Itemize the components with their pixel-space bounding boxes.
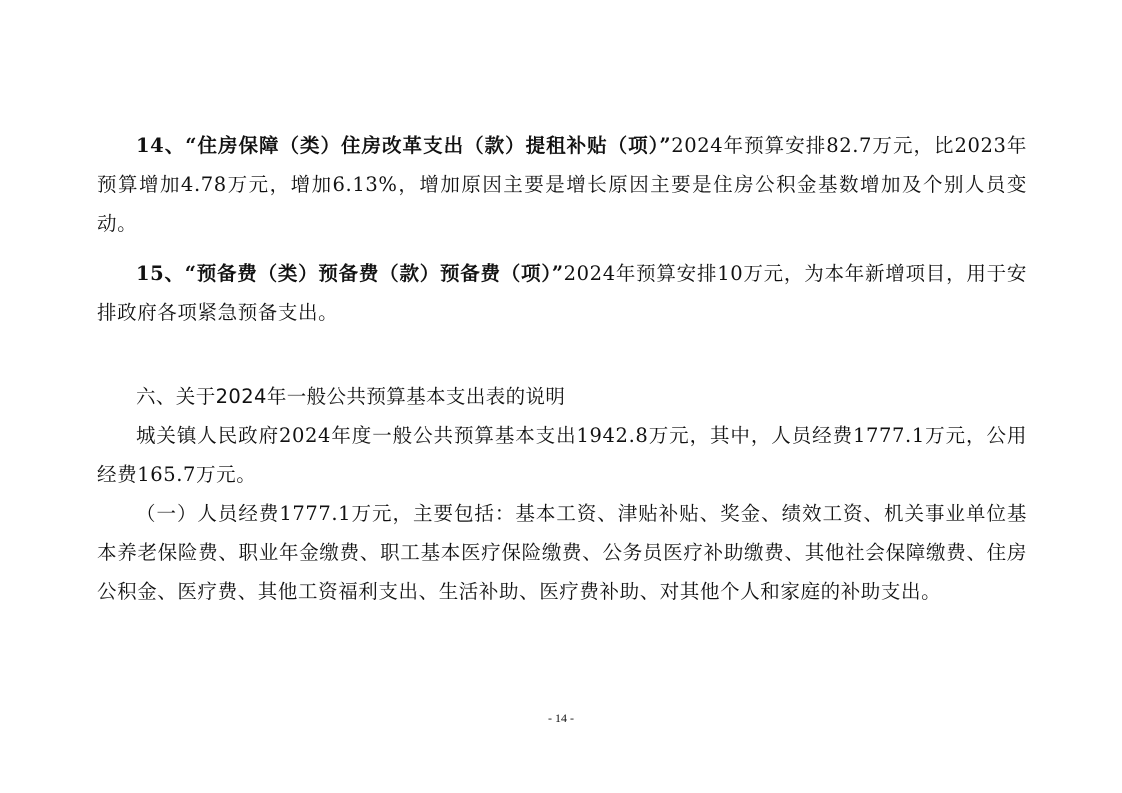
paragraph-item-14 <box>97 126 1027 243</box>
item-14-body: 2024年预算安排82.7万元，比2023年预算增加4.78万元，增加6.13%，增加原因主要是增长原因主要是住房公积金基数增加及个别人员变动。 <box>97 134 1027 235</box>
item-14-title: 14、“住房保障（类）住房改革支出（款）提租补贴（项）” <box>136 134 672 157</box>
paragraph-item-15 <box>97 254 1027 332</box>
section-six-summary: 城关镇人民政府2024年度一般公共预算基本支出1942.8万元，其中，人员经费1777.1万元，公用经费165.7万元。 <box>97 424 1027 486</box>
section-six-personnel-paragraph: （一）人员经费1777.1万元，主要包括：基本工资、津贴补贴、奖金、绩效工资、机关事业单位基本养老保险费、职业年金缴费、职工基本医疗保险缴费、公务员医疗补助缴费、其他社会保障缴费、住房公积金、医疗费、其他工资福利支出、生活补助、医疗费补助、对其他个人和家庭的补助支出。 <box>97 502 1027 603</box>
section-six-heading: 六、关于2024年一般公共预算基本支出表的说明 <box>136 385 566 408</box>
item-15-body: 2024年预算安排10万元，为本年新增项目，用于安排政府各项紧急预备支出。 <box>97 262 1027 324</box>
page-number: - 14 - <box>548 711 574 725</box>
item-15-title: 15、“预备费（类）预备费（款）预备费（项）” <box>136 262 564 285</box>
